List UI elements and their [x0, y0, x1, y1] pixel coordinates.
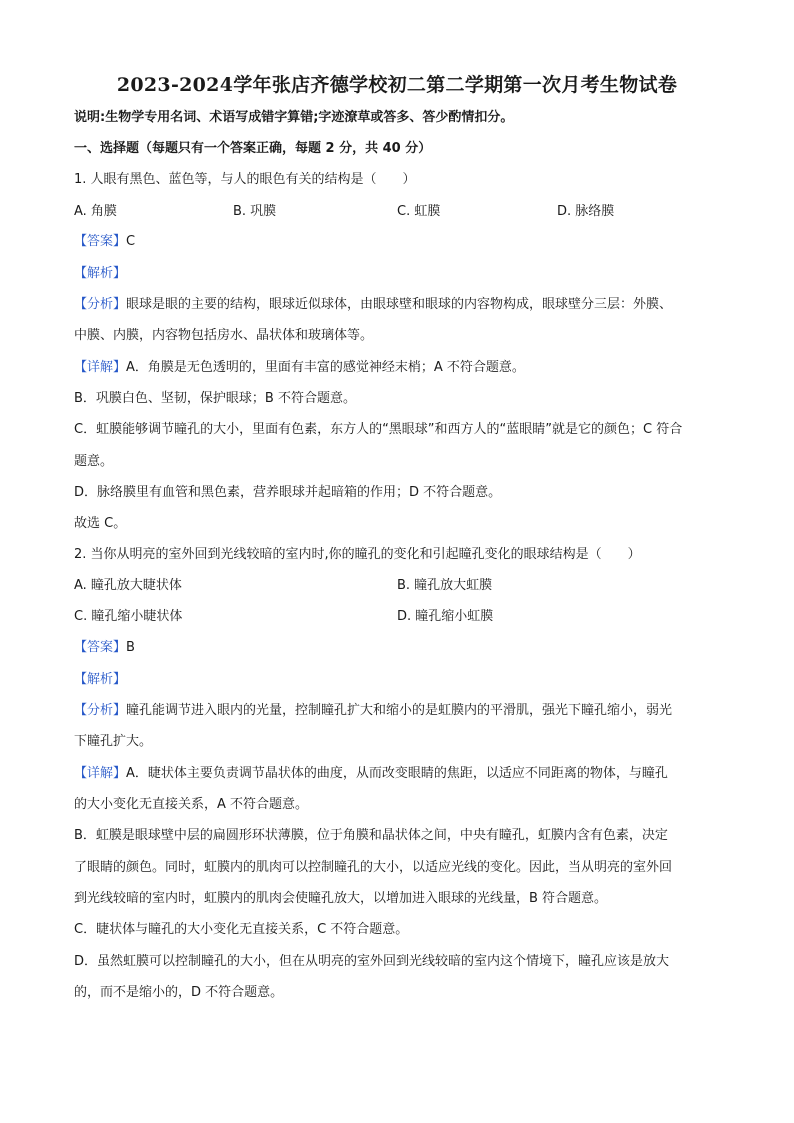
fenxi-text: 眼球是眼的主要的结构，眼球近似球体，由眼球壁和眼球的内容物构成，眼球壁分三层：外膜、 — [126, 297, 673, 312]
fenxi-tag: 【分析】 — [74, 297, 127, 312]
answer-value: B — [126, 640, 135, 655]
q2-fenxi-line-1 — [74, 703, 672, 719]
xiangjie-text: A．睫状体主要负责调节晶状体的曲度，从而改变眼睛的焦距，以适应不同距离的物体，与瞳孔 — [126, 766, 668, 781]
q1-xiangjie-a — [74, 360, 525, 376]
fenxi-tag: 【分析】 — [74, 703, 127, 718]
exam-title: 2023-2024学年张店齐德学校初二第二学期第一次月考生物试卷 — [116, 74, 678, 96]
q2-answer — [74, 640, 135, 656]
q1-answer — [74, 234, 135, 250]
q2-line-d-1: D．虽然虹膜可以控制瞳孔的大小，但在从明亮的室外回到光线较暗的室内这个情境下，瞳孔应该是放大 — [74, 954, 670, 969]
xiangjie-tag: 【详解】 — [74, 360, 127, 375]
q1-option-a: A. 角膜 — [74, 204, 117, 219]
fenxi-text: 瞳孔能调节进入眼内的光量，控制瞳孔扩大和缩小的是虹膜内的平滑肌，强光下瞳孔缩小，弱光 — [126, 703, 673, 718]
instructions-note: 说明:生物学专用名词、术语写成错字算错;字迹潦草或答多、答少酌情扣分。 — [74, 110, 514, 125]
q2-line-d-2: 的，而不是缩小的，D 不符合题意。 — [74, 985, 284, 1000]
question-1-stem: 1. 人眼有黑色、蓝色等，与人的眼色有关的结构是（ ） — [74, 172, 416, 187]
q1-conclusion: 故选 C。 — [74, 516, 127, 531]
q2-option-d: D. 瞳孔缩小虹膜 — [397, 609, 494, 624]
question-2-stem: 2. 当你从明亮的室外回到光线较暗的室内时,你的瞳孔的变化和引起瞳孔变化的眼球结构是（ ） — [74, 547, 641, 562]
section-heading: 一、选择题（每题只有一个答案正确，每题 2 分，共 40 分） — [74, 141, 432, 156]
q1-option-d: D. 脉络膜 — [557, 204, 615, 219]
q2-xiangjie-a-1 — [74, 766, 668, 782]
q2-fenxi-line-2: 下瞳孔扩大。 — [74, 734, 153, 749]
q2-line-b-3: 到光线较暗的室内时，虹膜内的肌肉会使瞳孔放大，以增加进入眼球的光线量，B 符合题意。 — [74, 891, 608, 906]
q1-line-d: D．脉络膜里有血管和黑色素，营养眼球并起暗箱的作用；D 不符合题意。 — [74, 485, 502, 500]
q2-line-c: C．睫状体与瞳孔的大小变化无直接关系，C 不符合题意。 — [74, 922, 409, 937]
q2-xiangjie-a-2: 的大小变化无直接关系，A 不符合题意。 — [74, 797, 309, 812]
q2-option-b: B. 瞳孔放大虹膜 — [397, 578, 493, 593]
q2-line-b-1: B．虹膜是眼球壁中层的扁圆形环状薄膜，位于角膜和晶状体之间，中央有瞳孔，虹膜内含有色素，决定 — [74, 828, 668, 843]
answer-value: C — [126, 234, 136, 249]
q1-line-c-1: C．虹膜能够调节瞳孔的大小，里面有色素，东方人的“黑眼球”和西方人的“蓝眼睛”就是它的颜色；C 符合 — [74, 422, 683, 437]
q1-fenxi-line-2: 中膜、内膜，内容物包括房水、晶状体和玻璃体等。 — [74, 328, 374, 343]
xiangjie-tag: 【详解】 — [74, 766, 127, 781]
q1-line-c-2: 题意。 — [74, 454, 114, 469]
answer-tag: 【答案】 — [74, 640, 127, 655]
q1-option-c: C. 虹膜 — [397, 204, 441, 219]
q1-option-b: B. 巩膜 — [233, 204, 277, 219]
q2-option-c: C. 瞳孔缩小睫状体 — [74, 609, 183, 624]
answer-tag: 【答案】 — [74, 234, 127, 249]
q1-analysis-tag: 【解析】 — [74, 266, 127, 281]
q2-analysis-tag: 【解析】 — [74, 672, 127, 687]
q1-line-b: B．巩膜白色、坚韧，保护眼球；B 不符合题意。 — [74, 391, 356, 406]
q2-option-a: A. 瞳孔放大睫状体 — [74, 578, 182, 593]
xiangjie-text: A．角膜是无色透明的，里面有丰富的感觉神经末梢；A 不符合题意。 — [126, 360, 525, 375]
q2-line-b-2: 了眼睛的颜色。同时，虹膜内的肌肉可以控制瞳孔的大小，以适应光线的变化。因此，当从明亮的室外回 — [74, 860, 673, 875]
q1-fenxi-line-1 — [74, 297, 672, 313]
